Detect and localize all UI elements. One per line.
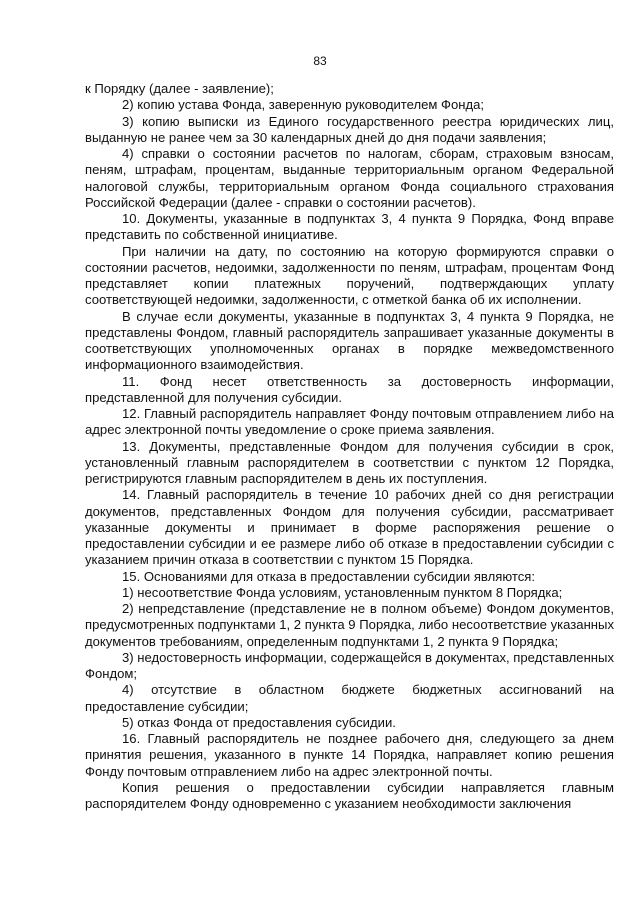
paragraph-clause-12: 12. Главный распорядитель направляет Фонду почтовым отправлением либо на адрес электронной почты уведомление о сроке приема заявления. — [85, 406, 614, 438]
page-number: 83 — [313, 54, 327, 68]
paragraph-item-2-charter-copy: 2) копию устава Фонда, заверенную руководителем Фонда; — [122, 97, 485, 113]
paragraph-refusal-ground-1: 1) несоответствие Фонда условиям, установленным пунктом 8 Порядка; — [122, 584, 563, 600]
paragraph-item-4-tax-certificates: 4) справки о состоянии расчетов по налогам, сборам, страховым взносам, пеням, штрафам, процентам, выданные территориальным органом Федеральной налоговой службы, территориальным органом Фонда социального страхования Российской Федерации (далее - справки о состоянии расчетов). — [85, 146, 614, 210]
document-body — [85, 81, 614, 812]
paragraph-clause-11: 11. Фонд несет ответственность за достоверность информации, представленной для получения субсидии. — [85, 373, 614, 405]
paragraph-application-reference: к Порядку (далее - заявление); — [85, 81, 274, 96]
paragraph-refusal-ground-4: 4) отсутствие в областном бюджете бюджетных ассигнований на предоставление субсидии; — [85, 682, 614, 714]
paragraph-clause-14: 14. Главный распорядитель в течение 10 рабочих дней со дня регистрации документов, представленных Фондом для получения субсидии, рассматривает указанные документы и принимает в форме распоряжения решение о предоставлении субсидии и ее размере либо об отказе в предоставлении субсидии с указанием причин отказа в соответствии с пунктом 15 Порядка. — [85, 487, 614, 568]
paragraph-item-3-registry-extract: 3) копию выписки из Единого государственного реестра юридических лиц, выданную не ранее чем за 30 календарных дней до дня подачи заявления; — [85, 113, 614, 145]
paragraph-clause-13: 13. Документы, представленные Фондом для получения субсидии в срок, установленный главным распорядителем в соответствии с пунктом 12 Порядка, регистрируются главным распорядителем в день их поступления. — [85, 438, 614, 486]
paragraph-refusal-ground-2: 2) непредставление (представление не в полном объеме) Фондом документов, предусмотренных подпунктами 1, 2 пункта 9 Порядка, либо несоответствие указанных документов требованиям, определенным подпунктами 1, 2 пункта 9 Порядка; — [85, 601, 614, 649]
paragraph-clause-15: 15. Основаниями для отказа в предоставлении субсидии являются: — [122, 568, 535, 584]
paragraph-refusal-ground-5: 5) отказ Фонда от предоставления субсидии. — [122, 714, 396, 730]
paragraph-arrears-payment: При наличии на дату, по состоянию на которую формируются справки о состоянии расчетов, недоимки, задолженности по пеням, штрафам, процентам Фонд представляет копии платежных поручений, подтверждающих уплату соответствующей недоимки, задолженности, с отметкой банка об их исполнении. — [85, 243, 614, 308]
paragraph-clause-16: 16. Главный распорядитель не позднее рабочего дня, следующего за днем принятия решения, указанного в пункте 14 Порядка, направляет копию решения Фонду почтовым отправлением либо на адрес электронной почты. — [85, 731, 614, 779]
paragraph-interagency-request: В случае если документы, указанные в подпунктах 3, 4 пункта 9 Порядка, не представлены Фондом, главный распорядитель запрашивает указанные документы в соответствующих уполномоченных органах в порядке межведомственного информационного взаимодействия. — [85, 308, 614, 373]
paragraph-clause-10: 10. Документы, указанные в подпунктах 3, 4 пункта 9 Порядка, Фонд вправе представить по собственной инициативе. — [85, 211, 614, 243]
paragraph-refusal-ground-3: 3) недостоверность информации, содержащейся в документах, представленных Фондом; — [85, 649, 614, 681]
paragraph-decision-copy: Копия решения о предоставлении субсидии направляется главным распорядителем Фонду одновременно с указанием необходимости заключения — [85, 779, 614, 811]
